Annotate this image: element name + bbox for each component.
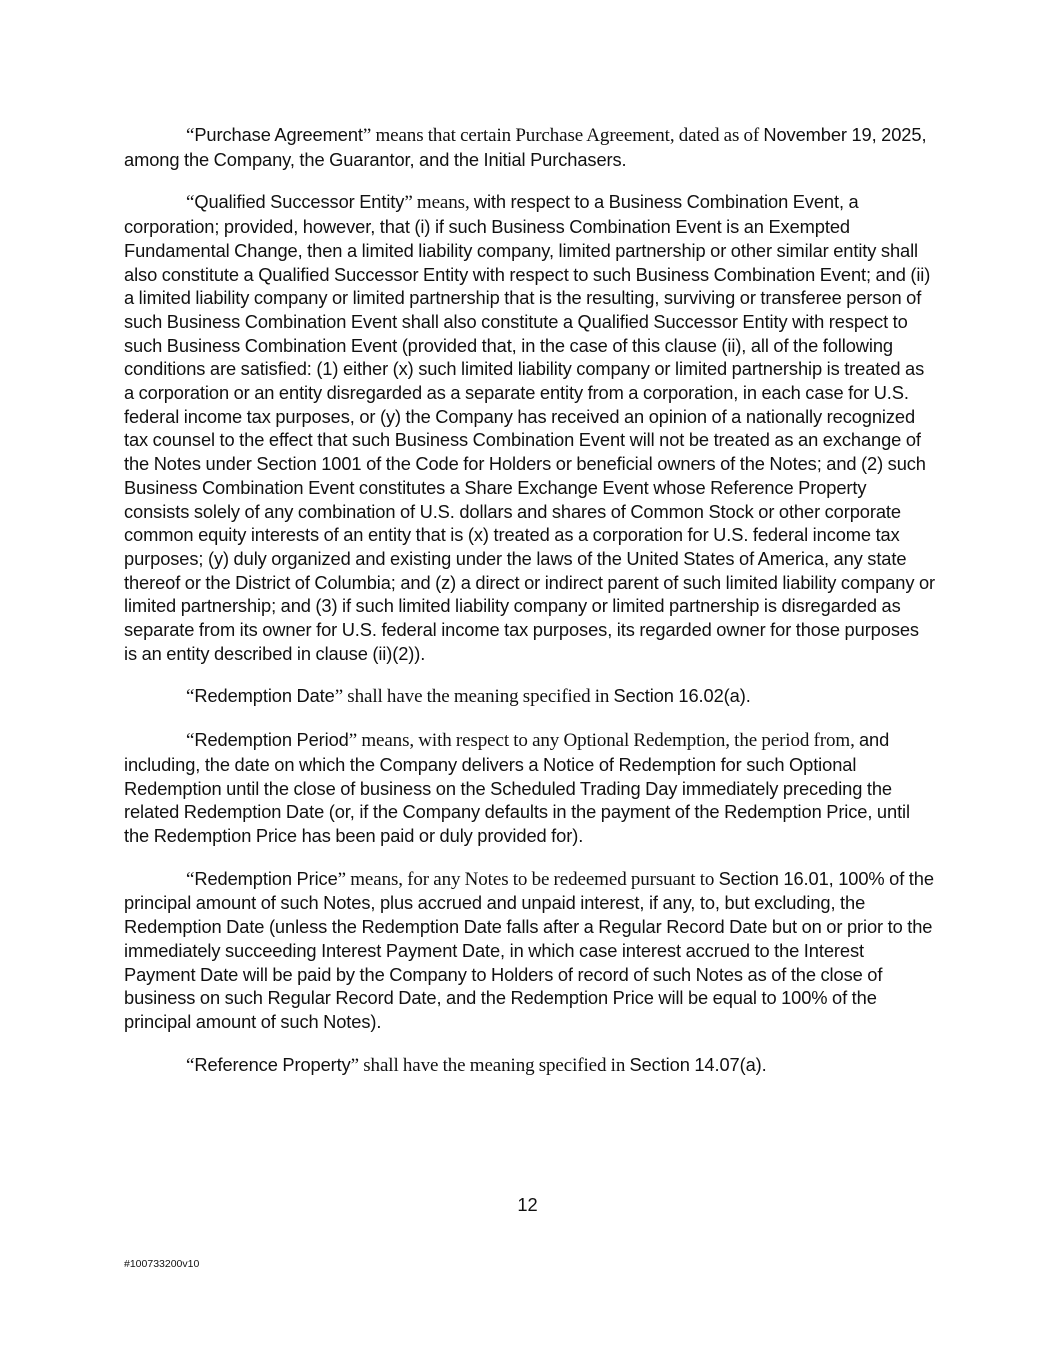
defined-term: Qualified Successor Entity bbox=[194, 191, 405, 213]
definition-lead: ” means, with respect to any Optional Redemption, the period from, bbox=[348, 730, 859, 752]
definition-redemption-date: “Redemption Date” shall have the meaning specified in Section 16.02(a). bbox=[186, 685, 751, 708]
document-body bbox=[124, 123, 936, 1096]
definition-lead: ” means, for any Notes to be redeemed pursuant to bbox=[337, 868, 719, 890]
definition-lead: ” shall have the meaning specified in bbox=[350, 1054, 630, 1076]
definition-lead: ” means, bbox=[404, 192, 474, 214]
definition-redemption-period: “Redemption Period” means, with respect to any Optional Redemption, the period from, and including, the date on which the Company delivers a Notice of Redemption for such Optional Redemption until the close of business on the Scheduled Trading Day immediately preceding the related Redemption Date (or, if the Company defaults in the payment of the Redemption Price, until the Redemption Price has been paid or duly provided for). bbox=[124, 729, 910, 846]
defined-term: Redemption Price bbox=[194, 867, 338, 889]
definition-qualified-successor-entity: “Qualified Successor Entity” means, with respect to a Business Combination Event, a corporation; provided, however, that (i) if such Business Combination Event is an Exempted Fundamental Change, then a limited liability company, limited partnership or other similar entity shall also constitute a Qualified Successor Entity with respect to such Business Combination Event; and (ii) a limited liability company or limited partnership that is the resulting, surviving or transferee person of such Business Combination Event shall also constitute a Qualified Successor Entity with respect to such Business Combination Event (provided that, in the case of this clause (ii), all of the following conditions are satisfied: (1) either (x) such limited liability company or limited partnership is treated as a corporation or an entity disregarded as a separate entity from a corporation, in each case for U.S. federal income tax purposes, or (y) the Company has received an opinion of a nationally recognized tax counsel to the effect that such Business Combination Event will not be treated as an exchange of the Notes under Section 1001 of the Code for Holders or beneficial owners of the Notes; and (2) such Business Combination Event constitutes a Share Exchange Event whose Reference Property consists solely of any combination of U.S. dollars and shares of Common Stock or other corporate common equity interests of an entity that is (x) treated as a corporation for U.S. federal income tax purposes; (y) duly organized and existing under the laws of the United States of America, any state thereof or the District of Columbia; and (z) a direct or indirect parent of such limited liability company or limited partnership; and (3) if such limited liability company or limited partnership is disregarded as separate from its owner for U.S. federal income tax purposes, its regarded owner for those purposes is an entity described in clause (ii)(2)). bbox=[124, 191, 936, 664]
defined-term: Reference Property bbox=[194, 1053, 351, 1075]
definition-purchase-agreement: “Purchase Agreement” means that certain Purchase Agreement, dated as of November 19, 2025, among the Company, the Guarantor, and the Initial Purchasers. bbox=[124, 124, 927, 170]
definition-text: November 19, 2025, among the Company, the Guarantor, and the Initial Purchasers. bbox=[124, 124, 927, 170]
definition-text: Section 16.01, 100% of the principal amount of such Notes, plus accrued and unpaid interest, if any, to, but excluding, the Redemption Date (unless the Redemption Date falls after a Regular Record Date but on or prior to the immediately succeeding Interest Payment Date, in which case interest accrued to the Interest Payment Date will be paid by the Company to Holders of record of such Notes as of the close of business on such Regular Record Date, and the Redemption Price will be equal to 100% of the principal amount of such Notes). bbox=[124, 867, 934, 1032]
definition-lead: ” shall have the meaning specified in bbox=[334, 686, 614, 708]
definition-text: Section 14.07(a). bbox=[629, 1053, 767, 1075]
document-id: #100733200v10 bbox=[124, 1258, 200, 1270]
definition-reference-property: “Reference Property” shall have the meaning specified in Section 14.07(a). bbox=[186, 1053, 767, 1076]
definition-lead: ” means that certain Purchase Agreement, dated as of bbox=[362, 125, 764, 146]
defined-term: Redemption Date bbox=[194, 685, 335, 707]
page-number: 12 bbox=[517, 1194, 538, 1215]
definition-text: with respect to a Business Combination Event, a corporation; provided, however, that (i) if such Business Combination Event is an Exempted Fundamental Change, then a limited liability company, limited partnership or other similar entity shall also constitute a Qualified Successor Entity with respect to such Business Combination Event; and (ii) a limited liability company or limited partnership that is the resulting, surviving or transferee person of such Business Combination Event shall also constitute a Qualified Successor Entity with respect to such Business Combination Event (provided that, in the case of this clause (ii), all of the following conditions are satisfied: (1) either (x) such limited liability company or limited partnership is treated as a corporation or an entity disregarded as a separate entity from a corporation, in each case for U.S. federal income tax purposes, or (y) the Company has received an opinion of a nationally recognized tax counsel to the effect that such Business Combination Event will not be treated as an exchange of the Notes under Section 1001 of the Code for Holders or beneficial owners of the Notes; and (2) such Business Combination Event constitutes a Share Exchange Event whose Reference Property consists solely of any combination of U.S. dollars and shares of Common Stock or other corporate common equity interests of an entity that is (x) treated as a corporation for U.S. federal income tax purposes; (y) duly organized and existing under the laws of the United States of America, any state thereof or the District of Columbia; and (z) a direct or indirect parent of such limited liability company or limited partnership; and (3) if such limited liability company or limited partnership is disregarded as separate from its owner for U.S. federal income tax purposes, its regarded owner for those purposes is an entity described in clause (ii)(2)). bbox=[124, 191, 936, 664]
defined-term: Purchase Agreement bbox=[194, 124, 363, 145]
definition-text: Section 16.02(a). bbox=[613, 685, 751, 707]
definition-text: and including, the date on which the Company delivers a Notice of Redemption for such Optional Redemption until the close of business on the Scheduled Trading Day immediately preceding the related Redemption Date (or, if the Company defaults in the payment of the Redemption Price, until the Redemption Price has been paid or duly provided for). bbox=[124, 729, 910, 846]
defined-term: Redemption Period bbox=[194, 729, 349, 751]
definition-redemption-price: “Redemption Price” means, for any Notes to be redeemed pursuant to Section 16.01, 100% of the principal amount of such Notes, plus accrued and unpaid interest, if any, to, but excluding, the Redemption Date (unless the Redemption Date falls after a Regular Record Date but on or prior to the immediately succeeding Interest Payment Date, in which case interest accrued to the Interest Payment Date will be paid by the Company to Holders of record of such Notes as of the close of business on such Regular Record Date, and the Redemption Price will be equal to 100% of the principal amount of such Notes). bbox=[124, 867, 934, 1032]
